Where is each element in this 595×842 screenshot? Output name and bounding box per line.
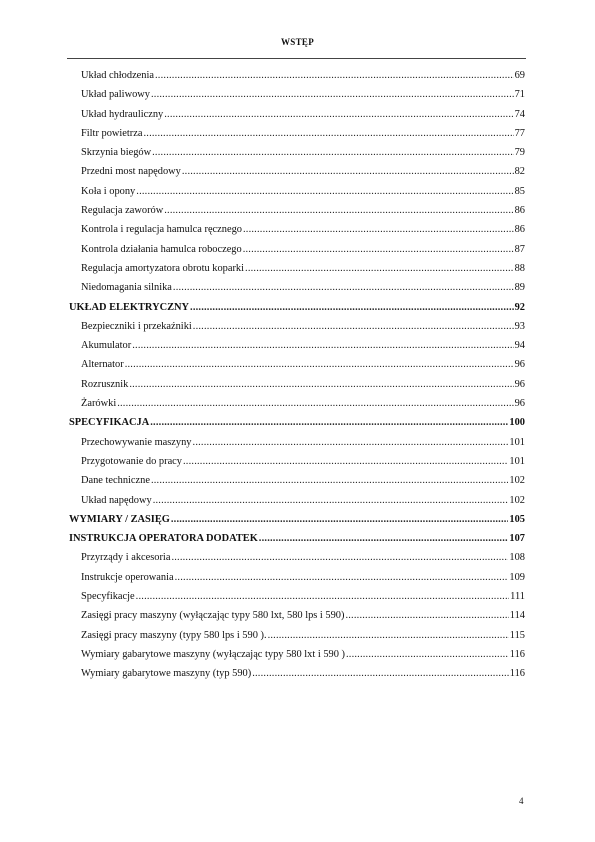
toc-entry-title: Skrzynia biegów — [81, 147, 152, 159]
toc-entry-title: Regulacja amortyzatora obrotu koparki — [81, 262, 245, 274]
toc-entry-page: 74 — [514, 108, 525, 120]
toc-section-entry — [69, 302, 525, 321]
toc-entry-page: 96 — [514, 359, 525, 371]
toc-entry — [69, 340, 525, 359]
toc-entry-page: 111 — [510, 591, 525, 603]
toc-entry-page: 101 — [509, 455, 525, 467]
toc-dot-leader — [171, 514, 509, 526]
toc-entry-page: 114 — [509, 610, 525, 622]
toc-entry — [69, 437, 525, 456]
toc-entry-page: 116 — [509, 668, 525, 680]
toc-dot-leader — [143, 128, 513, 140]
toc-entry — [69, 128, 525, 147]
toc-entry-title: Kontrola i regulacja hamulca ręcznego — [81, 224, 242, 236]
toc-entry-title: Układ chłodzenia — [81, 70, 154, 81]
toc-dot-leader — [243, 244, 514, 256]
toc-entry-title: Układ paliwowy — [81, 89, 150, 101]
toc-section-entry — [69, 417, 525, 436]
toc-entry-title: Specyfikacje — [81, 591, 135, 603]
toc-entry-title: Układ hydrauliczny — [81, 108, 164, 120]
toc-entry — [69, 495, 525, 514]
toc-entry — [69, 610, 525, 629]
toc-dot-leader — [190, 302, 514, 314]
toc-dot-leader — [155, 70, 514, 82]
page-number: 4 — [519, 796, 524, 806]
toc-entry-page: 100 — [509, 417, 525, 429]
toc-entry-page: 101 — [509, 436, 525, 448]
toc-dot-leader — [136, 591, 510, 603]
toc-entry-page: 79 — [514, 147, 525, 159]
toc-dot-leader — [252, 668, 509, 680]
toc-entry-page: 92 — [514, 301, 525, 313]
toc-entry — [69, 475, 525, 494]
toc-entry — [69, 456, 525, 475]
toc-entry-page: 105 — [509, 513, 525, 525]
toc-entry-page: 96 — [514, 378, 525, 390]
toc-entry-title: Regulacja zaworów — [81, 205, 164, 217]
toc-entry-page: 88 — [514, 262, 525, 274]
toc-entry-title: INSTRUKCJA OPERATORA DODATEK — [69, 533, 258, 545]
toc-dot-leader — [151, 89, 514, 101]
toc-entry — [69, 398, 525, 417]
toc-entry-page: 102 — [509, 475, 525, 487]
toc-dot-leader — [164, 205, 513, 217]
toc-entry — [69, 263, 525, 282]
toc-dot-leader — [152, 147, 513, 159]
toc-entry — [69, 282, 525, 301]
toc-entry — [69, 244, 525, 263]
toc-dot-leader — [164, 109, 513, 121]
toc-entry-title: Kontrola działania hamulca roboczego — [81, 243, 242, 255]
toc-dot-leader — [173, 282, 514, 294]
toc-entry-title: WYMIARY / ZASIĘG — [69, 513, 170, 525]
toc-entry-title: Przygotowanie do pracy — [81, 455, 182, 467]
table-of-contents — [69, 70, 525, 688]
toc-entry — [69, 649, 525, 668]
toc-entry-title: Zasięgi pracy maszyny (wyłączając typy 580 lxt, 580 lps i 590) — [81, 610, 345, 622]
toc-dot-leader — [268, 630, 509, 642]
toc-entry-title: Żarówki — [81, 398, 117, 410]
toc-dot-leader — [136, 186, 513, 198]
toc-dot-leader — [150, 417, 508, 429]
toc-entry-title: Instrukcje operowania — [81, 571, 174, 583]
toc-entry — [69, 591, 525, 610]
toc-entry-title: Wymiary gabarytowe maszyny (wyłączając typy 580 lxt i 590 ) — [81, 648, 345, 660]
toc-entry-title: Filtr powietrza — [81, 127, 143, 139]
toc-dot-leader — [193, 321, 514, 333]
toc-entry-page: 87 — [514, 243, 525, 255]
toc-entry — [69, 572, 525, 591]
toc-entry-page: 69 — [514, 70, 525, 81]
toc-dot-leader — [243, 224, 514, 236]
toc-entry — [69, 109, 525, 128]
toc-entry-title: Zasięgi pracy maszyny (typy 580 lps i 590 ). — [81, 629, 267, 641]
toc-dot-leader — [259, 533, 509, 545]
toc-dot-leader — [132, 340, 513, 352]
toc-entry-page: 107 — [509, 533, 525, 545]
toc-entry-title: Wymiary gabarytowe maszyny (typ 590) — [81, 668, 252, 680]
toc-entry-title: Dane techniczne — [81, 475, 150, 487]
toc-dot-leader — [151, 475, 508, 487]
toc-entry-page: 102 — [509, 494, 525, 506]
toc-entry-title: Rozrusznik — [81, 378, 129, 390]
toc-entry-page: 94 — [514, 340, 525, 352]
toc-entry-title: Bezpieczniki i przekaźniki — [81, 320, 192, 332]
toc-entry-title: Koła i opony — [81, 185, 136, 197]
toc-entry — [69, 379, 525, 398]
toc-entry — [69, 321, 525, 340]
page-header-title: WSTĘP — [280, 37, 314, 47]
toc-entry — [69, 89, 525, 108]
toc-entry-page: 85 — [514, 185, 525, 197]
toc-dot-leader — [171, 552, 508, 564]
toc-dot-leader — [193, 437, 509, 449]
toc-dot-leader — [117, 398, 513, 410]
toc-section-entry — [69, 533, 525, 552]
toc-dot-leader — [125, 359, 514, 371]
toc-entry-page: 93 — [514, 320, 525, 332]
toc-dot-leader — [346, 649, 509, 661]
toc-entry-page: 109 — [509, 571, 525, 583]
toc-entry-title: Niedomagania silnika — [81, 282, 172, 294]
toc-entry-title: Akumulator — [81, 340, 132, 352]
toc-entry-page: 116 — [509, 648, 525, 660]
toc-entry-page: 77 — [514, 127, 525, 139]
toc-entry-page: 86 — [514, 224, 525, 236]
toc-entry — [69, 359, 525, 378]
toc-entry — [69, 224, 525, 243]
toc-entry-page: 82 — [514, 166, 525, 178]
toc-entry — [69, 147, 525, 166]
toc-entry-title: UKŁAD ELEKTRYCZNY — [69, 301, 190, 313]
toc-dot-leader — [245, 263, 514, 275]
toc-entry-page: 71 — [514, 89, 525, 101]
toc-entry-page: 96 — [514, 398, 525, 410]
toc-entry — [69, 552, 525, 571]
toc-dot-leader — [182, 166, 514, 178]
toc-entry-title: Układ napędowy — [81, 494, 152, 506]
toc-entry-page: 115 — [509, 629, 525, 641]
toc-entry-page: 89 — [514, 282, 525, 294]
toc-entry-title: Przechowywanie maszyny — [81, 436, 192, 448]
toc-entry-page: 108 — [509, 552, 525, 564]
toc-dot-leader — [129, 379, 513, 391]
toc-entry-page: 86 — [514, 205, 525, 217]
toc-dot-leader — [175, 572, 509, 584]
toc-entry — [69, 186, 525, 205]
toc-entry-title: Przyrządy i akcesoria — [81, 552, 171, 564]
toc-entry-title: Przedni most napędowy — [81, 166, 181, 178]
toc-entry — [69, 205, 525, 224]
toc-entry — [69, 630, 525, 649]
toc-entry-title: Alternator — [81, 359, 124, 371]
toc-entry — [69, 668, 525, 687]
toc-entry — [69, 70, 525, 89]
toc-dot-leader — [153, 495, 509, 507]
toc-entry — [69, 166, 525, 185]
header-divider — [67, 58, 526, 59]
toc-dot-leader — [345, 610, 508, 622]
toc-section-entry — [69, 514, 525, 533]
toc-entry-title: SPECYFIKACJA — [69, 417, 150, 429]
toc-dot-leader — [183, 456, 508, 468]
